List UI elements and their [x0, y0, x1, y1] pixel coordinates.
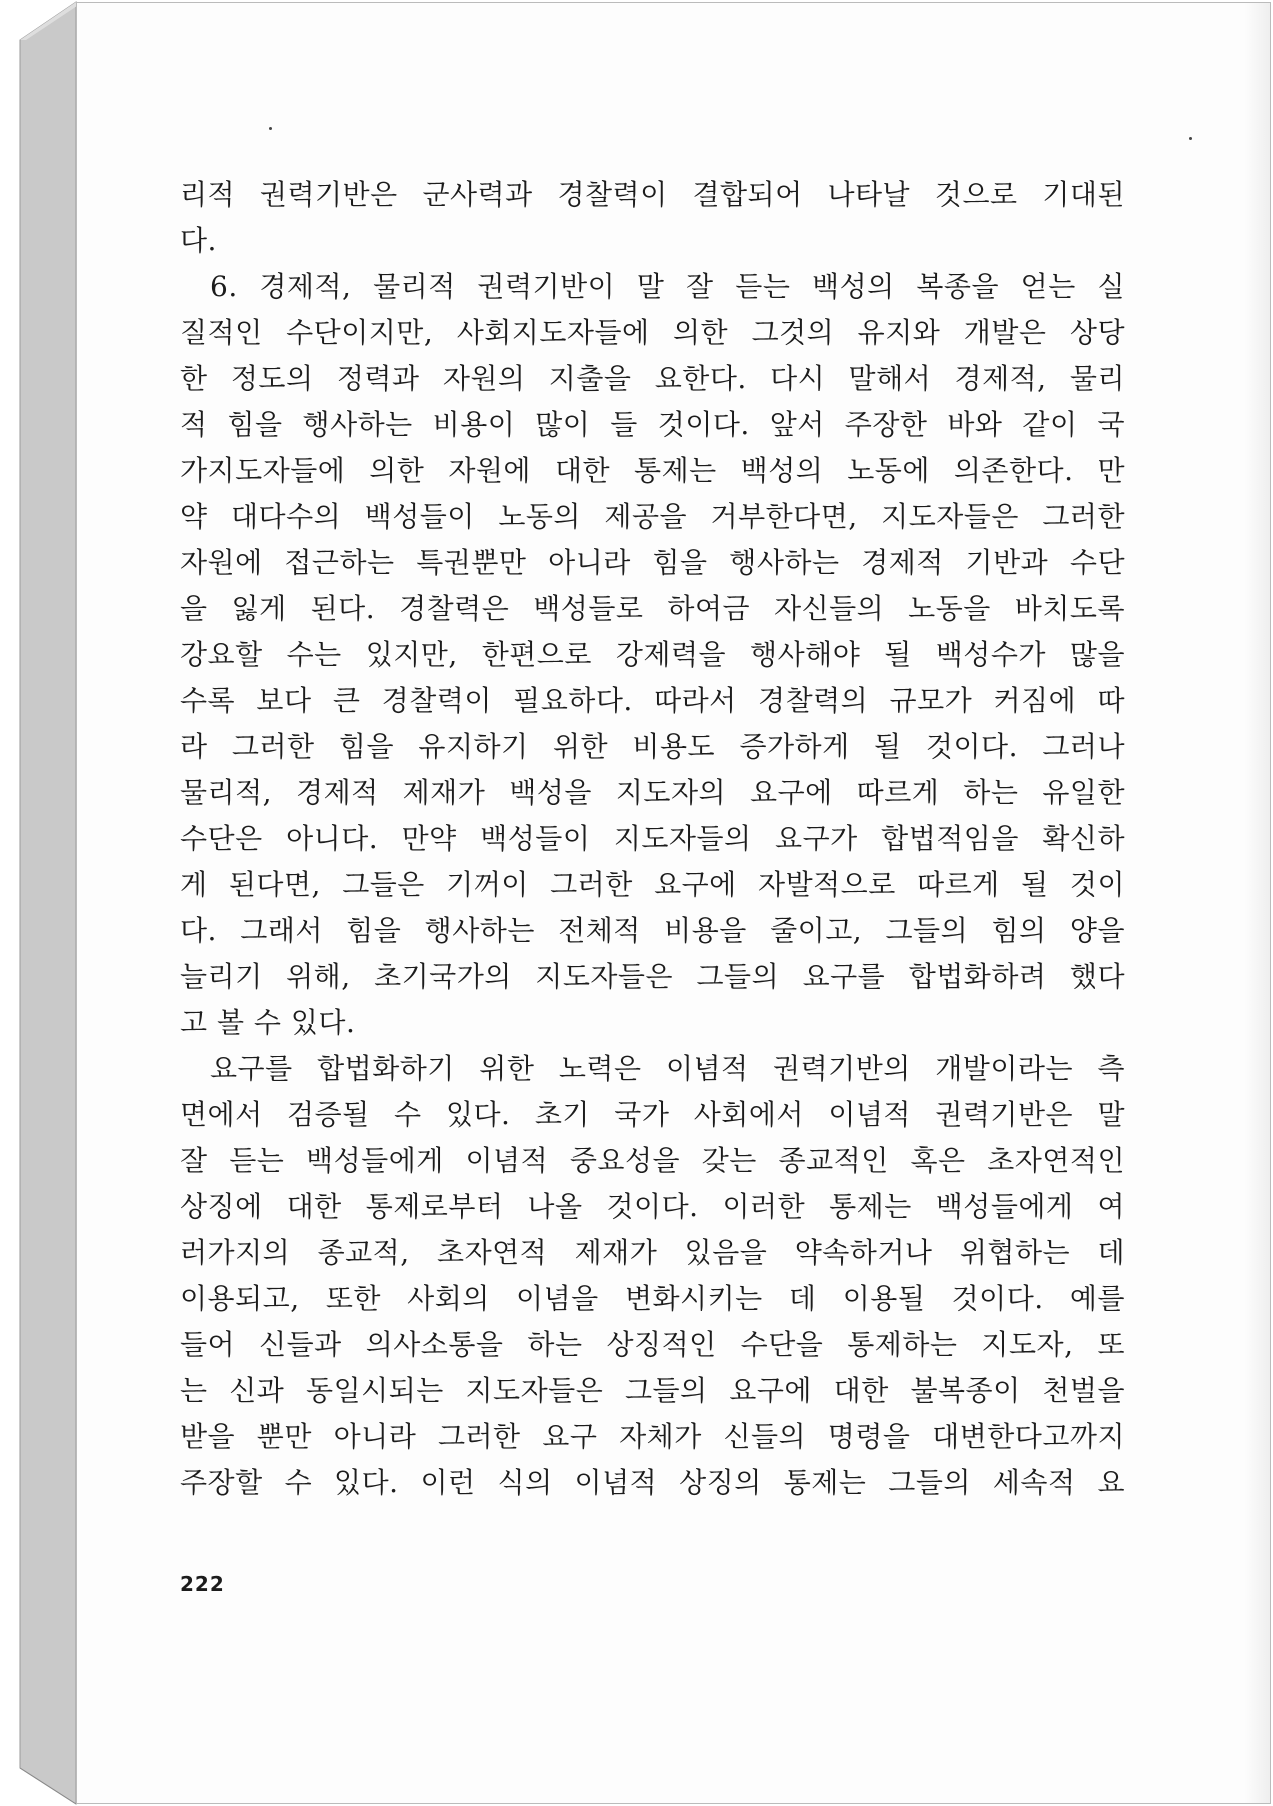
text-line: 늘리기 위해, 초기국가의 지도자들은 그들의 요구를 합법화하려 했다 [180, 960, 1125, 993]
text-line: 다. 그래서 힘을 행사하는 전체적 비용을 줄이고, 그들의 힘의 양을 [180, 914, 1125, 947]
text-line: 이용되고, 또한 사회의 이념을 변화시키는 데 이용될 것이다. 예를 [180, 1282, 1125, 1315]
page-number: 222 [180, 1572, 225, 1596]
text-line: 물리적, 경제적 제재가 백성을 지도자의 요구에 따르게 하는 유일한 [180, 776, 1125, 809]
text-line: 주장할 수 있다. 이런 식의 이념적 상징의 통제는 그들의 세속적 요 [180, 1466, 1125, 1499]
text-line: 게 된다면, 그들은 기꺼이 그러한 요구에 자발적으로 따르게 될 것이 [180, 868, 1125, 901]
text-line: 강요할 수는 있지만, 한편으로 강제력을 행사해야 될 백성수가 많을 [180, 638, 1125, 671]
text-line: 6. 경제적, 물리적 권력기반이 말 잘 듣는 백성의 복종을 얻는 실 [210, 270, 1125, 303]
text-line: 한 정도의 정력과 자원의 지출을 요한다. 다시 말해서 경제적, 물리 [180, 362, 1125, 395]
text-line: 리적 권력기반은 군사력과 경찰력이 결합되어 나타날 것으로 기대된 [180, 178, 1125, 211]
text-line: 들어 신들과 의사소통을 하는 상징적인 수단을 통제하는 지도자, 또 [180, 1328, 1125, 1361]
text-line: 는 신과 동일시되는 지도자들은 그들의 요구에 대한 불복종이 천벌을 [180, 1374, 1125, 1407]
text-line: 가지도자들에 의한 자원에 대한 통제는 백성의 노동에 의존한다. 만 [180, 454, 1125, 487]
text-line: 라 그러한 힘을 유지하기 위한 비용도 증가하게 될 것이다. 그러나 [180, 730, 1125, 763]
text-line: 약 대다수의 백성들이 노동의 제공을 거부한다면, 지도자들은 그러한 [180, 500, 1125, 533]
text-line: 적 힘을 행사하는 비용이 많이 들 것이다. 앞서 주장한 바와 같이 국 [180, 408, 1125, 441]
text-line: 수록 보다 큰 경찰력이 필요하다. 따라서 경찰력의 규모가 커짐에 따 [180, 684, 1125, 717]
text-line: 면에서 검증될 수 있다. 초기 국가 사회에서 이념적 권력기반은 말 [180, 1098, 1125, 1131]
text-line: 자원에 접근하는 특권뿐만 아니라 힘을 행사하는 경제적 기반과 수단 [180, 546, 1125, 579]
text-line: 수단은 아니다. 만약 백성들이 지도자들의 요구가 합법적임을 확신하 [180, 822, 1125, 855]
body-text [180, 172, 1125, 1506]
text-line: 잘 듣는 백성들에게 이념적 중요성을 갖는 종교적인 혹은 초자연적인 [180, 1144, 1125, 1177]
text-line: 질적인 수단이지만, 사회지도자들에 의한 그것의 유지와 개발은 상당 [180, 316, 1125, 349]
text-line: 을 잃게 된다. 경찰력은 백성들로 하여금 자신들의 노동을 바치도록 [180, 592, 1125, 625]
page-edge-shadow [1244, 3, 1270, 1803]
text-line: 요구를 합법화하기 위한 노력은 이념적 권력기반의 개발이라는 측 [210, 1052, 1125, 1085]
text-line: 고 볼 수 있다. [180, 1006, 356, 1039]
text-line: 상징에 대한 통제로부터 나올 것이다. 이러한 통제는 백성들에게 여 [180, 1190, 1125, 1223]
dust-speck [1189, 137, 1192, 140]
dust-speck [269, 127, 272, 130]
text-line: 다. [180, 224, 217, 257]
text-line: 러가지의 종교적, 초자연적 제재가 있음을 약속하거나 위협하는 데 [180, 1236, 1125, 1269]
text-line: 받을 뿐만 아니라 그러한 요구 자체가 신들의 명령을 대변한다고까지 [180, 1420, 1125, 1453]
